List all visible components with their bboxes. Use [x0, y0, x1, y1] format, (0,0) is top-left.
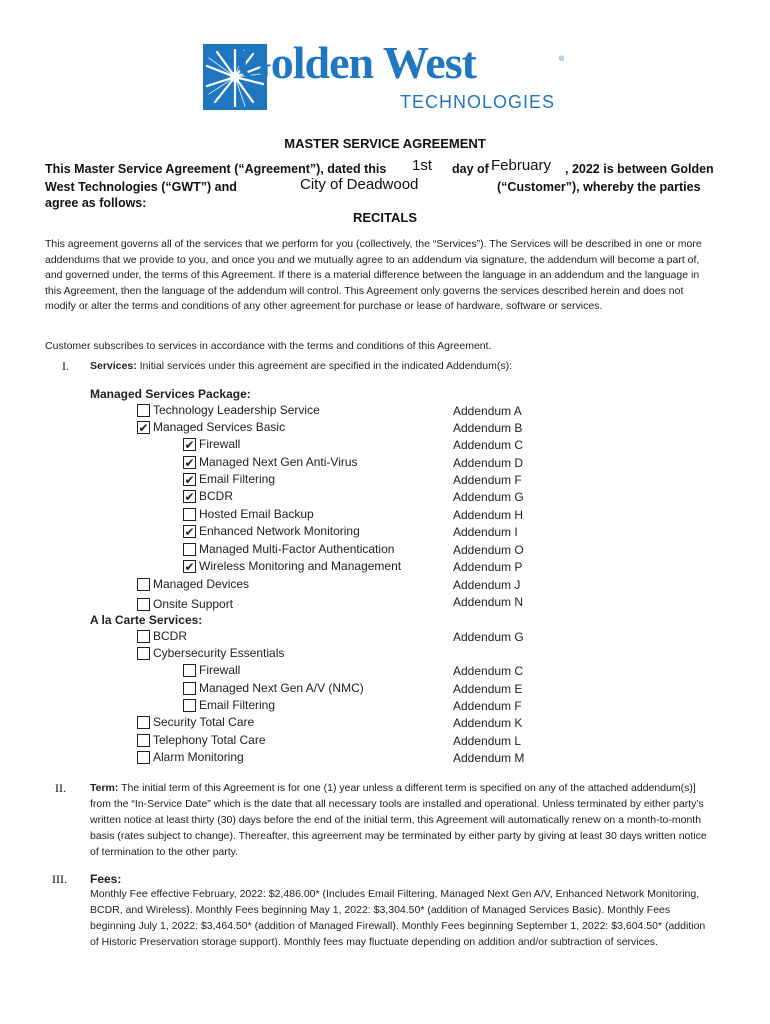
checkbox[interactable]: ✔: [184, 472, 195, 487]
addendum-label: Addendum E: [453, 682, 523, 696]
checkbox[interactable]: ✔: [184, 524, 195, 539]
services-line: [90, 360, 512, 372]
section-number: III.: [52, 872, 67, 886]
checkbox-row: [137, 419, 285, 436]
service-label: Wireless Monitoring and Management: [199, 559, 402, 573]
checkbox[interactable]: ✔: [184, 489, 195, 504]
service-label: Managed Devices: [153, 577, 250, 591]
addendum-label: Addendum D: [453, 456, 524, 470]
alc-header: A la Carte Services:: [90, 613, 203, 627]
service-label: Cybersecurity Essentials: [153, 646, 285, 660]
checkbox-row: [183, 541, 394, 558]
section-number: I.: [62, 359, 69, 373]
service-label: BCDR: [153, 629, 188, 643]
checkbox-row: [137, 732, 266, 749]
checkbox[interactable]: [137, 716, 150, 729]
checkbox-row: [137, 645, 284, 662]
page-title: MASTER SERVICE AGREEMENT: [284, 136, 486, 151]
checkbox[interactable]: [137, 647, 150, 660]
addendum-label: Addendum G: [453, 490, 524, 504]
checkbox-row: [183, 680, 364, 697]
intro-text: day of: [452, 162, 489, 176]
recitals-paragraph: This agreement governs all of the services that we perform for you (collectively, the “Services”). The Services will be described in one or more addendums that we provide to you, and once you and we mutually agree to an addendum via signature, the addendum will become a part of, and governed under, the terms of this Agreement. If there is a material difference between the language in an addendum and the language in this Agreement, then the language of the addendum will control. This Agreement only governs the services described herein and does not modify or alter the terms and conditions of any other agreement for purchase or lease of hardware, software or services.: [45, 238, 702, 312]
checkbox[interactable]: [183, 543, 196, 556]
addendum-label: Addendum C: [453, 438, 524, 452]
checkbox[interactable]: [137, 598, 150, 611]
section-label: Term:: [90, 782, 119, 794]
checkbox[interactable]: [137, 630, 150, 643]
addendum-label: Addendum B: [453, 421, 523, 435]
service-label: Technology Leadership Service: [153, 403, 320, 417]
checkbox[interactable]: [183, 508, 196, 521]
checkbox-row: [183, 436, 240, 453]
addendum-label: Addendum M: [453, 751, 525, 765]
checkbox[interactable]: ✔: [184, 437, 195, 452]
logo-tagline: TECHNOLOGIES: [400, 92, 556, 112]
service-label: Email Filtering: [199, 472, 276, 486]
section-label: Services:: [90, 360, 137, 372]
checkbox[interactable]: ✔: [184, 559, 195, 574]
service-label: Managed Next Gen A/V (NMC): [199, 681, 364, 695]
service-label: Security Total Care: [153, 715, 255, 729]
service-label: Firewall: [199, 437, 241, 451]
fees-paragraph: Monthly Fee effective February, 2022: $2,486.00* (Includes Email Filtering, Managed Next Gen A/V, Enhanced Network Monitoring, BCDR, and Wireless). Monthly Fees beginning May 1, 2022: $3,304.50* (addition of Managed Services Basic). Monthly Fees beginning July 1, 2022: $3,464.50* (addition of Managed Firewall). Monthly Fees beginning September 1, 2022: $3,604.50* (addition of Historic Preservation storage support). Monthly fees may fluctuate depending on addition and/or subtraction of services.: [90, 888, 706, 948]
month-field[interactable]: February: [491, 157, 552, 174]
checkbox-row: [183, 506, 314, 523]
checkbox[interactable]: ✔: [138, 420, 149, 435]
intro-text: agree as follows:: [45, 196, 147, 210]
section-text: Initial services under this agreement are specified in the indicated Addendum(s):: [136, 360, 512, 372]
intro-text: West Technologies (“GWT”) and: [45, 180, 237, 194]
registered-mark: ®: [559, 56, 565, 63]
subscribes-text: Customer subscribes to services in accordance with the terms and conditions of this Agreement.: [45, 340, 492, 352]
checkbox-row: [183, 523, 360, 540]
service-label: BCDR: [199, 489, 234, 503]
addendum-label: Addendum N: [453, 595, 524, 609]
checkbox-row: [137, 596, 233, 613]
checkbox-row: [183, 662, 240, 679]
addendum-label: Addendum P: [453, 560, 523, 574]
service-label: Alarm Monitoring: [153, 750, 244, 764]
checkbox[interactable]: [137, 734, 150, 747]
addendum-label: Addendum A: [453, 404, 522, 418]
addendum-label: Addendum L: [453, 734, 522, 748]
logo-brand: Golden West: [236, 37, 476, 88]
addendum-label: Addendum C: [453, 664, 524, 678]
intro-text: , 2022 is between Golden: [565, 162, 714, 176]
service-label: Onsite Support: [153, 597, 234, 611]
addendum-label: Addendum H: [453, 508, 524, 522]
checkbox[interactable]: [137, 404, 150, 417]
addendum-label: Addendum O: [453, 543, 524, 557]
checkbox[interactable]: [183, 699, 196, 712]
checkbox[interactable]: [183, 664, 196, 677]
service-label: Telephony Total Care: [153, 733, 266, 747]
service-label: Firewall: [199, 663, 241, 677]
service-label: Hosted Email Backup: [199, 507, 314, 521]
msp-header: Managed Services Package:: [90, 387, 251, 401]
checkbox[interactable]: ✔: [184, 455, 195, 470]
checkbox-row: [137, 628, 187, 645]
checkbox[interactable]: [137, 751, 150, 764]
service-label: Managed Next Gen Anti-Virus: [199, 455, 358, 469]
checkbox[interactable]: [137, 578, 150, 591]
intro-text: This Master Service Agreement (“Agreement”), dated this: [45, 162, 387, 176]
section-text: The initial term of this Agreement is for one (1) year unless a different term is specified on any of the attached addendum(s)] from the “In-Service Date” which is the date that all necessary tools are installed and operational. Unless terminated by either party’s written notice at least thirty (30) days before the end of the initial term, this Agreement will automatically renew on a month-to-month basis (rates subject to change). Thereafter, this agreement may be terminated by either party by giving at least 30 days written notice of termination to the other party.: [90, 782, 707, 858]
checkbox-row: [137, 576, 249, 593]
day-field[interactable]: 1st: [412, 157, 433, 174]
service-label: Managed Multi-Factor Authentication: [199, 542, 395, 556]
checkbox-row: [137, 749, 244, 766]
service-label: Email Filtering: [199, 698, 276, 712]
addendum-label: Addendum K: [453, 716, 523, 730]
customer-field[interactable]: City of Deadwood: [300, 176, 419, 193]
section-label: Fees:: [90, 872, 122, 886]
addendum-label: Addendum F: [453, 473, 522, 487]
checkbox-row: [183, 454, 358, 471]
addendum-label: Addendum I: [453, 525, 518, 539]
checkbox-row: [183, 558, 401, 575]
checkbox-row: [137, 714, 254, 731]
service-label: Managed Services Basic: [153, 420, 286, 434]
addendum-label: Addendum J: [453, 578, 521, 592]
addendum-label: Addendum G: [453, 630, 524, 644]
checkbox-row: [183, 697, 275, 714]
section-number: II.: [55, 781, 66, 795]
recitals-heading: RECITALS: [352, 210, 418, 225]
addendum-label: Addendum F: [453, 699, 522, 713]
intro-text: (“Customer”), whereby the parties: [497, 180, 701, 194]
checkbox-row: [183, 471, 275, 488]
checkbox-row: [183, 488, 233, 505]
checkbox[interactable]: [183, 682, 196, 695]
checkbox-row: [137, 402, 320, 419]
service-label: Enhanced Network Monitoring: [199, 524, 360, 538]
term-paragraph: [90, 780, 715, 860]
